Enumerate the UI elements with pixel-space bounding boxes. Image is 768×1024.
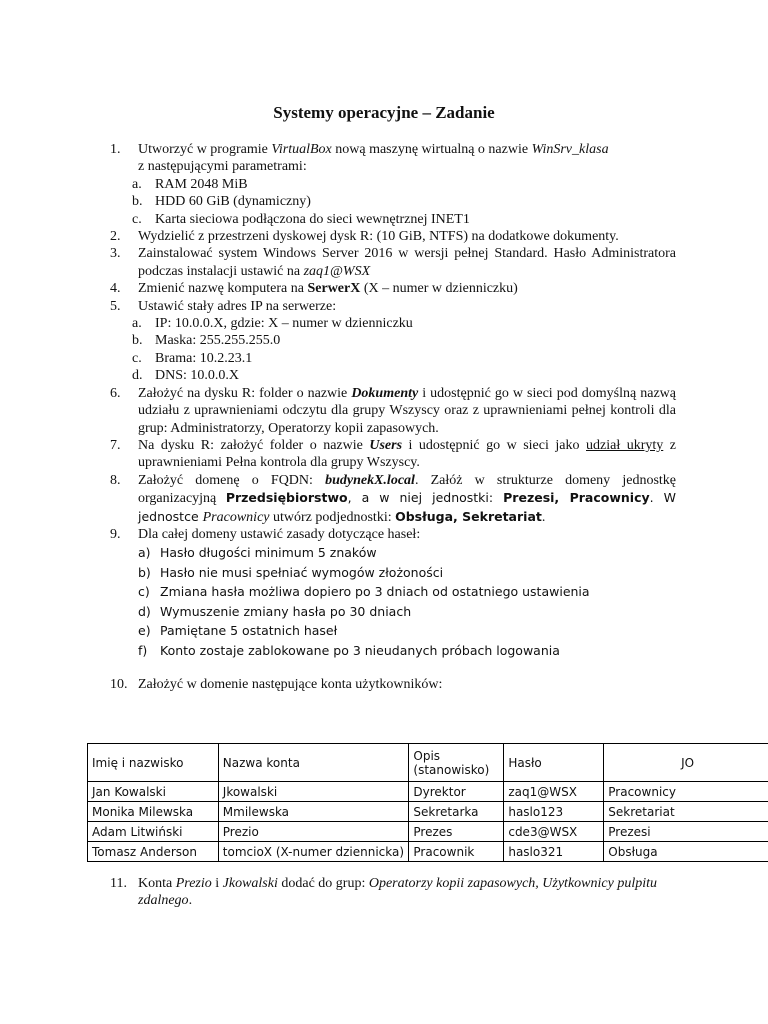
sub-letter: a.: [132, 176, 142, 192]
task-text: (X – numer w dzienniczku): [360, 281, 518, 297]
sub-letter: d.: [132, 368, 143, 384]
table-cell: Pracownicy: [604, 782, 768, 802]
task-5: [110, 298, 676, 315]
task-10: [110, 676, 676, 693]
task-number: 10.: [110, 677, 128, 693]
task-number: 9.: [110, 526, 121, 542]
task-text: Dla całej domeny ustawić zasady dotyczące haseł:: [138, 526, 421, 542]
table-cell: cde3@WSX: [504, 822, 604, 842]
sub-letter: b.: [132, 194, 143, 210]
table-row: [88, 802, 768, 822]
task-number: 7.: [110, 437, 121, 453]
task-5-sub-b: [110, 332, 676, 349]
table-cell: Prezes: [409, 822, 504, 842]
task-9-sub-e: [110, 621, 676, 641]
task-5-sub-c: [110, 350, 676, 367]
document-title: Systemy operacyjne – Zadanie: [273, 103, 495, 122]
sub-letter: c.: [132, 350, 142, 366]
table-cell: Sekretariat: [604, 802, 768, 822]
ou-name: Przedsiębiorstwo: [225, 490, 348, 506]
task-2: [110, 228, 676, 245]
task-4: [110, 280, 676, 297]
sub-letter: b): [138, 564, 151, 580]
task-text: i udostępnić go w sieci pod domyślną nazwą udziału z uprawnieniami odczytu dla grupy Wszyscy oraz z uprawnieniami pełnej kontroli dla grup: Administratorzy, Operatorzy kopii zapasowych.: [138, 385, 676, 436]
sub-text: Konto zostaje zablokowane po 3 nieudanych próbach logowania: [160, 642, 560, 658]
table-cell: Mmilewska: [218, 802, 409, 822]
sub-letter: e): [138, 623, 151, 639]
task-5-sub-d: [110, 367, 676, 384]
table-cell: haslo123: [504, 802, 604, 822]
task-text: i udostępnić go w sieci jako: [402, 437, 586, 453]
header-cell: JO: [604, 744, 768, 782]
program-name: VirtualBox: [271, 142, 332, 157]
table-cell: Tomasz Anderson: [88, 842, 219, 862]
task-text: Założyć domenę o FQDN:: [138, 472, 326, 488]
header-cell: Opis (stanowisko): [409, 744, 504, 782]
sub-text: Zmiana hasła możliwa dopiero po 3 dniach od ostatniego ustawienia: [160, 584, 590, 600]
task-6: [110, 385, 676, 437]
table-cell: Prezio: [218, 822, 409, 842]
task-list: [110, 141, 676, 694]
task-number: 3.: [110, 246, 121, 262]
sub-letter: a.: [132, 316, 142, 332]
sub-letter: c.: [132, 211, 142, 227]
task-number: 2.: [110, 229, 121, 245]
task-text: , a w niej jednostki:: [347, 490, 504, 506]
sub-text: Brama: 10.2.23.1: [155, 350, 253, 366]
account-name: Prezio: [175, 876, 212, 891]
header-cell: Nazwa konta: [218, 744, 409, 782]
group-names: Operatorzy kopii zapasowych, Użytkownicy pulpitu zdalnego: [138, 876, 657, 909]
task-text: z następującymi parametrami:: [138, 159, 307, 175]
table-header-row: [88, 744, 768, 782]
task-text: z uprawnieniami Pełna kontrola dla grupy Wszyscy.: [138, 437, 676, 471]
sub-text: Wymuszenie zmiany hasła po 30 dniach: [160, 603, 412, 619]
sub-text: Hasło długości minimum 5 znaków: [160, 545, 377, 561]
table-cell: Adam Litwiński: [88, 822, 219, 842]
table-cell: Jkowalski: [218, 782, 409, 802]
task-text: Utworzyć w programie: [138, 142, 272, 157]
table-row: [88, 782, 768, 802]
sub-text: Maska: 255.255.255.0: [155, 333, 281, 349]
task-number: 5.: [110, 298, 121, 314]
ou-names: Prezesi, Pracownicy: [503, 490, 650, 506]
table-cell: tomcioX (X-numer dziennicka): [218, 842, 409, 862]
table-cell: haslo321: [504, 842, 604, 862]
task-text: Na dysku R: założyć folder o nazwie: [138, 437, 370, 453]
task-number: 1.: [110, 142, 121, 157]
task-8: [110, 472, 676, 526]
ou-name: Pracownicy: [202, 509, 270, 525]
table-row: [88, 822, 768, 842]
sub-letter: d): [138, 603, 151, 619]
task-text: dodać do grup:: [277, 876, 369, 891]
task-1-sub-c: [110, 211, 676, 228]
sub-letter: f): [138, 642, 148, 658]
sub-letter: c): [138, 584, 150, 600]
admin-password: zaq1@WSX: [303, 263, 371, 279]
task-number: 6.: [110, 385, 121, 401]
task-9-sub-c: [110, 582, 676, 602]
sub-text: DNS: 10.0.0.X: [155, 368, 240, 384]
task-number: 4.: [110, 281, 121, 297]
task-number: 11.: [110, 876, 127, 891]
task-list-continued: [110, 875, 676, 910]
account-name: Jkowalski: [222, 876, 278, 891]
task-1: [110, 141, 676, 176]
table-cell: zaq1@WSX: [504, 782, 604, 802]
sub-text: Karta sieciowa podłączona do sieci wewnętrznej INET1: [155, 211, 470, 227]
table-cell: Prezesi: [604, 822, 768, 842]
task-text: . Załóż w strukturze domeny jednostkę organizacyjną: [138, 472, 676, 507]
task-9-sub-a: [110, 543, 676, 563]
table-cell: Pracownik: [409, 842, 504, 862]
computer-name: SerwerX: [307, 281, 361, 297]
table-cell: Jan Kowalski: [88, 782, 219, 802]
table-cell: Sekretarka: [409, 802, 504, 822]
table-cell: Monika Milewska: [88, 802, 219, 822]
task-3: [110, 245, 676, 280]
sub-text: Hasło nie musi spełniać wymogów złożoności: [160, 564, 444, 580]
sub-text: IP: 10.0.0.X, gdzie: X – numer w dzienniczku: [155, 316, 413, 332]
sub-letter: a): [138, 545, 151, 561]
task-text: Zmienić nazwę komputera na: [138, 281, 308, 297]
task-9-sub-b: [110, 563, 676, 583]
task-text: nową maszynę wirtualną o nazwie: [331, 142, 532, 157]
task-text: .: [188, 893, 193, 909]
folder-name: Users: [369, 437, 403, 453]
task-text: Konta: [138, 876, 176, 891]
users-table: [87, 743, 768, 862]
task-11: [110, 875, 676, 910]
sub-ou-names: Obsługa, Sekretariat: [395, 508, 542, 524]
task-1-sub-a: [110, 176, 676, 193]
table-cell: Obsługa: [604, 842, 768, 862]
folder-name: Dokumenty: [351, 385, 419, 401]
header-cell: Imię i nazwisko: [88, 744, 219, 782]
task-text: Założyć w domenie następujące konta użytkowników:: [138, 677, 443, 693]
sub-text: RAM 2048 MiB: [155, 176, 248, 192]
sub-text: HDD 60 GiB (dynamiczny): [155, 194, 311, 210]
task-text: . W jednostce: [138, 490, 676, 524]
sub-text: Pamiętane 5 ostatnich haseł: [160, 623, 338, 639]
task-number: 8.: [110, 472, 121, 488]
task-text: Ustawić stały adres IP na serwerze:: [138, 298, 337, 314]
task-text: utwórz podjednostki:: [269, 509, 396, 525]
header-cell: Hasło: [504, 744, 604, 782]
task-7: [110, 437, 676, 472]
task-text: i: [211, 876, 223, 891]
task-9-sub-d: [110, 602, 676, 622]
hidden-share-term: udział ukryty: [586, 437, 664, 453]
task-text: .: [541, 509, 546, 525]
domain-fqdn: budynekX.local: [325, 472, 415, 488]
vm-name: WinSrv_klasa: [531, 142, 609, 157]
task-text: Zainstalować system Windows Server 2016 w wersji pełnej Standard. Hasło Administratora podczas instalacji ustawić na: [138, 246, 676, 279]
task-text: Wydzielić z przestrzeni dyskowej dysk R: (10 GiB, NTFS) na dodatkowe dokumenty.: [138, 229, 619, 245]
task-5-sub-a: [110, 315, 676, 332]
task-text: Założyć na dysku R: folder o nazwie: [138, 385, 352, 401]
task-1-sub-b: [110, 193, 676, 210]
table-row: [88, 842, 768, 862]
sub-letter: b.: [132, 333, 143, 349]
table-cell: Dyrektor: [409, 782, 504, 802]
task-9: [110, 526, 676, 543]
task-9-sub-f: [110, 641, 676, 661]
